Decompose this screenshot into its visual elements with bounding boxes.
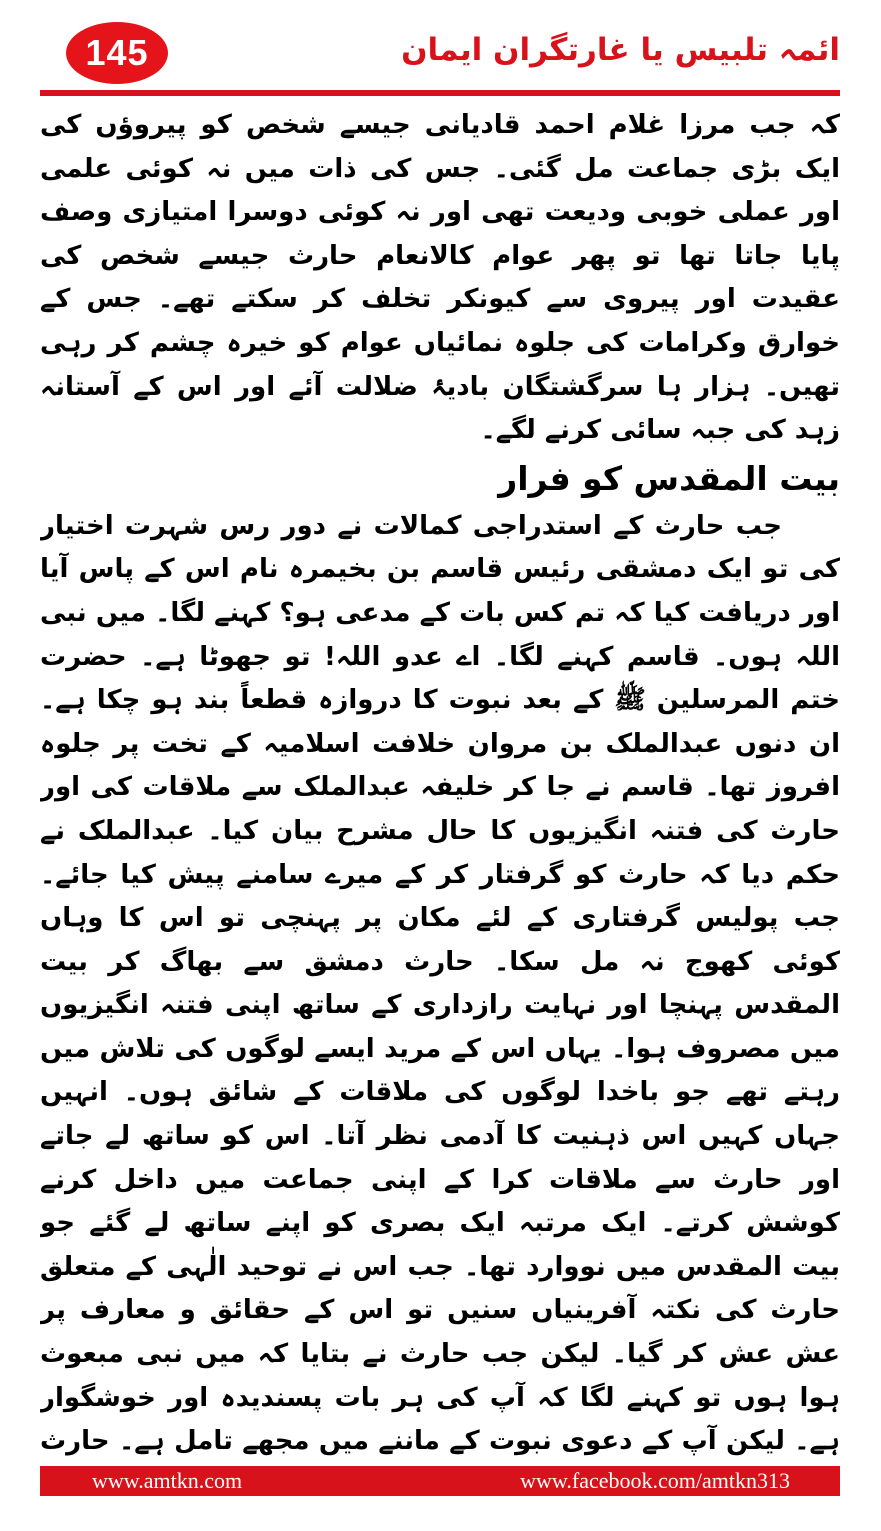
facebook-link[interactable]: www.facebook.com/amtkn313 bbox=[520, 1468, 790, 1493]
section-heading: بیت المقدس کو فرار bbox=[498, 458, 840, 498]
website-link[interactable]: www.amtkn.com bbox=[92, 1468, 243, 1493]
header-divider bbox=[40, 90, 840, 96]
page-body bbox=[40, 104, 840, 1459]
book-title: ائمہ تلبیس یا غارتگران ایمان bbox=[401, 32, 840, 68]
page-header bbox=[40, 14, 840, 94]
paragraph-intro: کہ جب مرزا غلام احمد قادیانی جیسے شخص کو پیروؤں کی ایک بڑی جماعت مل گئی۔ جس کی ذات میں نہ کوئی علمی اور عملی خوبی ودیعت تھی اور نہ کوئی دوسرا امتیازی وصف پایا جاتا تھا تو پھر عوام کالانعام حارث جیسے شخص کی عقیدت اور پیروی سے کیونکر تخلف کر سکتے تھے۔ جس کے خوارق وکرامات کی جلوہ نمائیاں عوام کو خیرہ چشم کر رہی تھیں۔ ہزار ہا سرگشتگان بادیۂ ضلالت آئے اور اس کے آستانہ زہد کی جبہ سائی کرنے لگے۔ bbox=[40, 110, 840, 446]
page-number-badge: 145 bbox=[66, 22, 168, 84]
paragraph-main: جب حارث کے استدراجی کمالات نے دور رس شہرت اختیار کی تو ایک دمشقی رئیس قاسم بن بخیمرہ نام اس کے پاس آیا اور دریافت کیا کہ تم کس بات کے مدعی ہو؟ کہنے لگا۔ میں نبی اللہ ہوں۔ قاسم کہنے لگا۔ اے عدو اللہ! تو جھوٹا ہے۔ حضرت ختم المرسلین ﷺ کے بعد نبوت کا دروازہ قطعاً بند ہو چکا ہے۔ ان دنوں عبدالملک بن مروان خلافت اسلامیہ کے تخت پر جلوہ افروز تھا۔ قاسم نے جا کر خلیفہ عبدالملک سے ملاقات کی اور حارث کی فتنہ انگیزیوں کا حال مشرح بیان کیا۔ عبدالملک نے حکم دیا کہ حارث کو گرفتار کر کے میرے سامنے پیش کیا جائے۔ جب پولیس گرفتاری کے لئے مکان پر پہنچی تو اس کا وہاں کوئی کھوج نہ مل سکا۔ حارث دمشق سے بھاگ کر بیت المقدس پہنچا اور نہایت رازداری کے ساتھ اپنی فتنہ انگیزیوں میں مصروف ہوا۔ یہاں اس کے مرید ایسے لوگوں کی تلاش میں رہتے تھے جو باخدا لوگوں کی ملاقات کے شائق ہوں۔ انہیں جہاں کہیں اس ذہنیت کا آدمی نظر آتا۔ اس کو ساتھ لے جاتے اور حارث سے ملاقات کرا کے اپنی جماعت میں داخل کرنے کوشش کرتے۔ ایک مرتبہ ایک بصری کو اپنے ساتھ لے گئے جو بیت المقدس میں نووارد تھا۔ جب اس نے توحید الٰہی کے متعلق حارث کی نکتہ آفرینیاں سنیں تو اس کے حقائق و معارف پر عش عش کر گیا۔ لیکن جب حارث نے بتایا کہ میں نبی مبعوث ہوا ہوں تو کہنے لگا کہ آپ کی ہر بات پسندیدہ اور خوشگوار ہے۔ لیکن آپ کے دعوی نبوت کے ماننے میں مجھے تامل ہے۔ حارث bbox=[40, 510, 840, 1457]
page-footer bbox=[40, 1466, 840, 1496]
